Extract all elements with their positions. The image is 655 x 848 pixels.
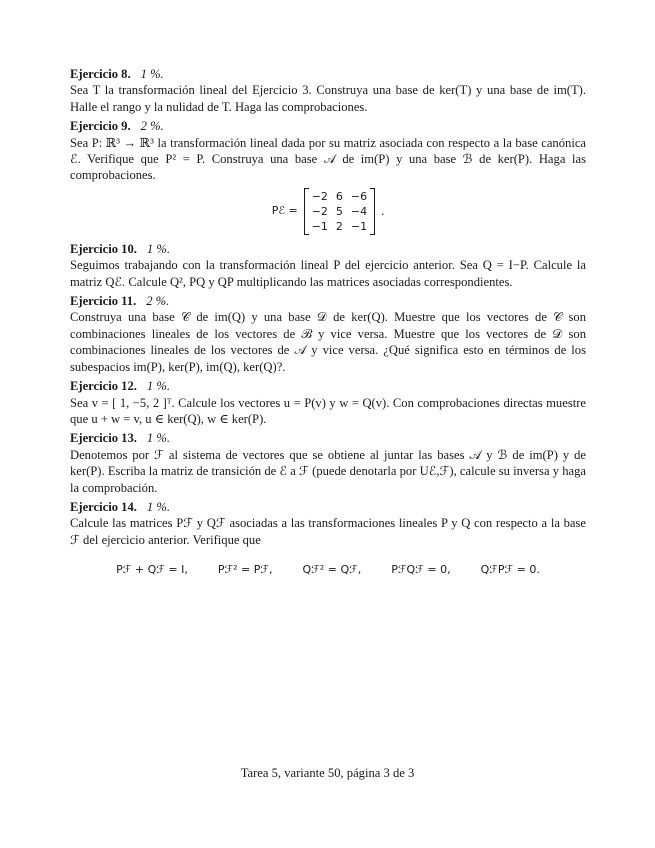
exercise-12 (70, 378, 586, 427)
matrix-label: Pℰ = (271, 204, 298, 218)
exercise-body: Sea P: ℝ³ → ℝ³ la transformación lineal dada por su matriz asociada con respecto a la base canónica ℰ. Verifique que P² = P. Construya una base 𝒜 de im(P) y una base ℬ de ker(P). Haga las comprobaciones. (70, 135, 586, 183)
matrix-cell: −2 (311, 189, 328, 203)
equation: Pℱ² = Pℱ, (217, 563, 273, 577)
equation: QℱPℱ = 0. (480, 563, 540, 577)
document-page (70, 66, 586, 582)
exercise-9 (70, 118, 586, 235)
exercise-body: Construya una base 𝒞 de im(Q) y una base 𝒟 de ker(Q). Muestre que los vectores de 𝒞 son combinaciones lineales de los vectores de ℬ y vice versa. Muestre que los vectores de 𝒟 son combinaciones lineales de los vectores de 𝒜 y vice versa. ¿Qué significa esto en términos de los subespacios im(P), ker(P), im(Q), ker(Q)?. (70, 310, 586, 374)
exercise-11 (70, 293, 586, 375)
exercise-heading (70, 499, 586, 515)
exercise-10 (70, 241, 586, 290)
exercise-title: Ejercicio 11. (70, 294, 137, 309)
exercise-title: Ejercicio 13. (70, 431, 137, 446)
exercise-title: Ejercicio 14. (70, 499, 137, 514)
exercise-heading (70, 66, 586, 82)
matrix-cell: −2 (311, 204, 328, 218)
exercise-body: Calcule las matrices Pℱ y Qℱ asociadas a las transformaciones lineales P y Q con respecto a la base ℱ del ejercicio anterior. Verifique que (70, 516, 586, 547)
matrix-cell: −1 (311, 219, 328, 233)
exercise-weight: 1 %. (146, 379, 171, 394)
matrix-p (304, 188, 375, 235)
exercise-heading (70, 241, 586, 257)
exercise-heading (70, 430, 586, 446)
exercise-heading (70, 293, 586, 309)
exercise-title: Ejercicio 10. (70, 241, 137, 256)
exercise-body: Sea v = [ 1, −5, 2 ]ᵀ. Calcule los vectores u = P(v) y w = Q(v). Con comprobaciones directas muestre que u + w = v, u ∈ ker(Q), w ∈ ker(P). (70, 395, 586, 426)
exercise-weight: 1 %. (146, 431, 171, 446)
exercise-weight: 2 %. (146, 294, 170, 309)
matrix-equation (70, 188, 586, 235)
equation: Pℱ + Qℱ = I, (116, 563, 188, 577)
equation: Qℱ² = Qℱ, (302, 563, 362, 577)
exercise-heading (70, 378, 586, 394)
matrix-cell: −4 (350, 204, 368, 218)
exercise-body: Sea T la transformación lineal del Ejercicio 3. Construya una base de ker(T) y una base de im(T). Halle el rango y la nulidad de T. Haga las comprobaciones. (70, 83, 586, 114)
exercise-title: Ejercicio 12. (70, 379, 137, 394)
exercise-weight: 1 %. (146, 499, 171, 514)
matrix-trail: . (381, 204, 385, 219)
page-footer: Tarea 5, variante 50, página 3 de 3 (240, 766, 415, 780)
exercise-title: Ejercicio 9. (70, 119, 131, 134)
matrix-cell: 2 (335, 219, 343, 233)
exercise-13 (70, 430, 586, 496)
matrix-cell: 6 (335, 189, 343, 203)
matrix-cell: 5 (335, 204, 343, 218)
exercise-14 (70, 499, 586, 579)
exercise-weight: 1 %. (140, 67, 164, 81)
matrix-cell: −6 (350, 189, 368, 203)
exercise-title: Ejercicio 8. (70, 67, 131, 81)
exercise-weight: 1 %. (146, 241, 171, 256)
exercise-body: Denotemos por ℱ al sistema de vectores que se obtiene al juntar las bases 𝒜 y ℬ de im(P) y de ker(P). Escriba la matriz de transición de ℰ a ℱ (puede denotarla por Uℰ,ℱ), calcule su inversa y haga la comprobación. (70, 447, 586, 495)
exercise-body: Seguimos trabajando con la transformación lineal P del ejercicio anterior. Sea Q = I−P. Calcule la matriz Qℰ. Calcule Q², PQ y QP multiplicando las matrices asociadas correspondientes. (70, 258, 586, 289)
equation: PℱQℱ = 0, (391, 563, 451, 577)
exercise-8 (70, 66, 586, 115)
verification-equations (70, 562, 586, 578)
matrix-cell: −1 (350, 219, 368, 233)
exercise-weight: 2 %. (140, 119, 164, 134)
exercise-heading (70, 118, 586, 134)
